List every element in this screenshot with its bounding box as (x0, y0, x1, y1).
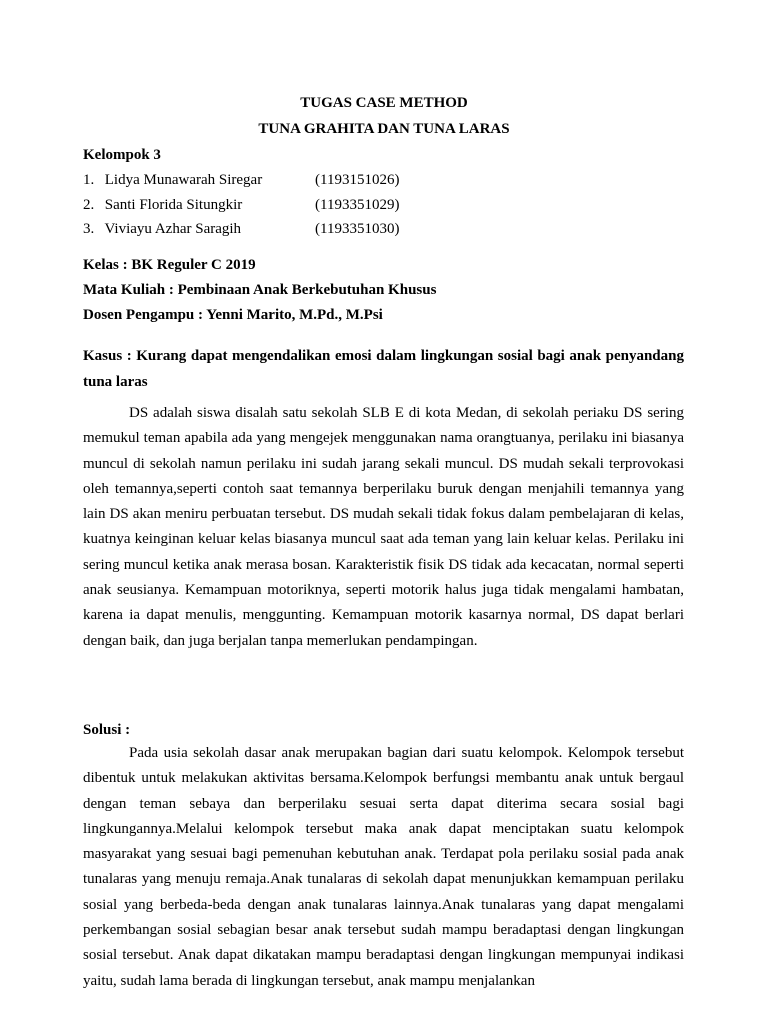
lecturer-info: Dosen Pengampu : Yenni Marito, M.Pd., M.Psi (83, 307, 383, 323)
member-nim: (1193351030) (315, 221, 400, 237)
solution-paragraph-text: Pada usia sekolah dasar anak merupakan bagian dari suatu kelompok. Kelompok tersebut dibentuk untuk melakukan aktivitas bersama.Kelompok berfungsi membantu anak untuk bergaul dengan teman sebaya dan berperilaku sesuai serta dapat diterima secara sosial bagi lingkungannya.Melalui kelompok tersebut maka anak dapat menciptakan suatu kelompok masyarakat yang sesuai bagi pemenuhan kebutuhan anak. Terdapat pola perilaku sosial pada anak tunalaras yang menuju remaja.Anak tunalaras di sekolah dapat menunjukkan kemampuan perilaku sosial yang berbeda-beda dengan anak tunalaras lainnya.Anak tunalaras yang dapat mengalami perkembangan sosial sebagian besar anak tersebut sudah mampu beradaptasi dengan lingkungan sosial tersebut. Anak dapat dikatakan mampu beradaptasi dengan lingkungan mempunyai indikasi yaitu, sudah lama berada di lingkungan tersebut, anak mampu menjalankan (83, 745, 684, 989)
member-number: 2. (83, 197, 95, 213)
course-info: Mata Kuliah : Pembinaan Anak Berkebutuhan Khusus (83, 282, 437, 298)
case-heading: Kasus : Kurang dapat mengendalikan emosi dalam lingkungan sosial bagi anak penyandang tuna laras (83, 348, 684, 390)
case-paragraph-text: DS adalah siswa disalah satu sekolah SLB E di kota Medan, di sekolah periaku DS sering memukul teman apabila ada yang mengejek menggunakan nama orangtuanya, perilaku ini biasanya muncul di sekolah namun perilaku ini sudah jarang sekali muncul. DS mudah sekali terprovokasi oleh temannya,seperti contoh saat temannya berperilaku buruk dengan menjahili temannya yang lain DS akan meniru perbuatan tersebut. DS mudah sekali tidak fokus dalam pembelajaran di kelas, kuatnya keinginan keluar kelas biasanya muncul saat ada teman yang lain keluar kelas. Perilaku ini sering muncul ketika anak merasa bosan. Karakteristik fisik DS tidak ada kecacatan, normal seperti anak seusianya. Kemampuan motoriknya, seperti motorik halus juga tidak mengalami hambatan, karena ia dapat menulis, menggunting. Kemampuan motorik kasarnya normal, DS dapat berlari dengan baik, dan juga berjalan tanpa memerlukan pendampingan. (83, 405, 684, 649)
member-number: 1. (83, 172, 95, 188)
class-info: Kelas : BK Reguler C 2019 (83, 257, 256, 273)
member-row (83, 172, 400, 189)
case-paragraph (83, 401, 684, 654)
document-subtitle: TUNA GRAHITA DAN TUNA LARAS (258, 121, 510, 137)
member-name: Lidya Munawarah Siregar (104, 172, 263, 188)
member-name: Santi Florida Situngkir (104, 197, 243, 213)
member-row (83, 197, 400, 214)
member-nim: (1193351029) (315, 197, 400, 213)
member-number: 3. (83, 221, 95, 237)
document-title: TUGAS CASE METHOD (300, 95, 468, 111)
solution-paragraph (83, 741, 684, 994)
member-nim: (1193151026) (315, 172, 400, 188)
solution-label: Solusi : (83, 722, 131, 738)
group-label: Kelompok 3 (83, 147, 161, 163)
member-row (83, 221, 400, 238)
member-name: Viviayu Azhar Saragih (104, 221, 242, 237)
